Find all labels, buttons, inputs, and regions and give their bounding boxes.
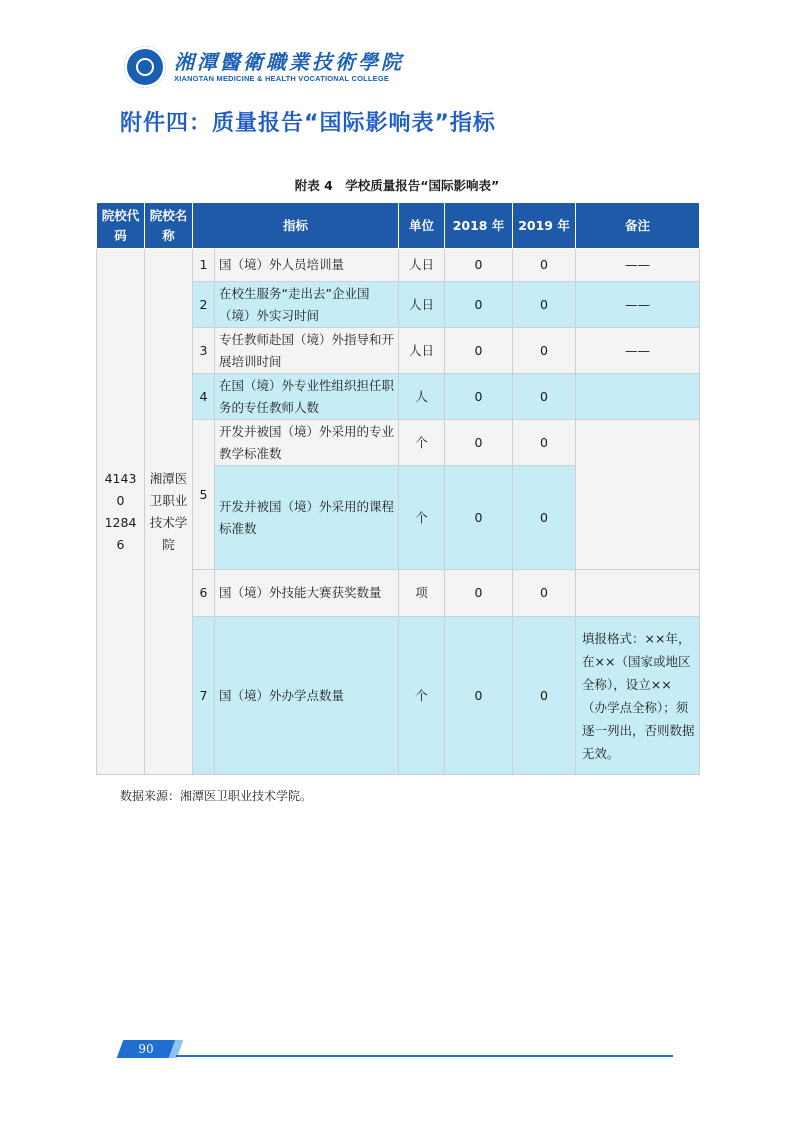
header-note: 备注 [576,203,700,249]
unit-cell: 人日 [399,282,445,328]
header-indicator: 指标 [193,203,399,249]
note-cell: —— [576,282,700,328]
college-logo [124,46,404,88]
indicator-cell: 开发并被国（境）外采用的课程标准数 [215,466,399,570]
data-source-note: 数据来源：湘潭医卫职业技术学院。 [120,789,313,803]
value-2019-cell: 0 [513,282,576,328]
unit-cell: 项 [399,570,445,617]
unit-cell: 人日 [399,249,445,282]
row-index: 5 [193,420,215,570]
value-2018-cell: 0 [445,374,513,420]
value-2018-cell: 0 [445,282,513,328]
row-index: 7 [193,617,215,775]
unit-cell: 个 [399,420,445,466]
logo-chinese-name: 湘潭醫衛職業技術學院 [174,50,404,74]
header-school-code: 院校代码 [97,203,145,249]
note-cell [576,374,700,420]
indicator-cell: 在校生服务“走出去”企业国（境）外实习时间 [215,282,399,328]
value-2019-cell: 0 [513,374,576,420]
international-influence-table [96,202,700,775]
header-2018: 2018 年 [445,203,513,249]
note-cell: 填报格式：××年，在××（国家或地区全称），设立××（办学点全称）；须逐一列出，否则数据无效。 [576,617,700,775]
school-code-cell: 41430 12846 [97,249,145,775]
value-2019-cell: 0 [513,249,576,282]
row-index: 4 [193,374,215,420]
table-row [97,249,700,282]
row-index: 2 [193,282,215,328]
value-2018-cell: 0 [445,328,513,374]
value-2018-cell: 0 [445,570,513,617]
value-2018-cell: 0 [445,466,513,570]
indicator-cell: 国（境）外人员培训量 [215,249,399,282]
indicator-cell: 国（境）外办学点数量 [215,617,399,775]
value-2018-cell: 0 [445,249,513,282]
footer-rule [176,1055,673,1057]
school-name-cell: 湘潭医卫职业技术学院 [145,249,193,775]
note-cell: —— [576,328,700,374]
logo-english-name: XIANGTAN MEDICINE & HEALTH VOCATIONAL COLLEGE [174,74,390,83]
page-number: 90 [138,1042,154,1056]
value-2019-cell: 0 [513,420,576,466]
header-unit: 单位 [399,203,445,249]
unit-cell: 个 [399,617,445,775]
value-2019-cell: 0 [513,328,576,374]
table-caption: 附表 4 学校质量报告“国际影响表” [294,178,500,193]
indicator-cell: 国（境）外技能大赛获奖数量 [215,570,399,617]
college-seal-icon [124,46,166,88]
unit-cell: 个 [399,466,445,570]
row-index: 3 [193,328,215,374]
page-title: 附件四：质量报告“国际影响表”指标 [120,111,496,136]
note-cell [576,570,700,617]
value-2019-cell: 0 [513,466,576,570]
row-index: 6 [193,570,215,617]
value-2018-cell: 0 [445,617,513,775]
unit-cell: 人日 [399,328,445,374]
note-cell: —— [576,249,700,282]
value-2019-cell: 0 [513,617,576,775]
note-cell [576,420,700,570]
header-school-name: 院校名称 [145,203,193,249]
value-2018-cell: 0 [445,420,513,466]
table-header-row [97,203,700,249]
row-index: 1 [193,249,215,282]
unit-cell: 人 [399,374,445,420]
indicator-cell: 开发并被国（境）外采用的专业教学标准数 [215,420,399,466]
value-2019-cell: 0 [513,570,576,617]
header-2019: 2019 年 [513,203,576,249]
indicator-cell: 专任教师赴国（境）外指导和开展培训时间 [215,328,399,374]
indicator-cell: 在国（境）外专业性组织担任职务的专任教师人数 [215,374,399,420]
